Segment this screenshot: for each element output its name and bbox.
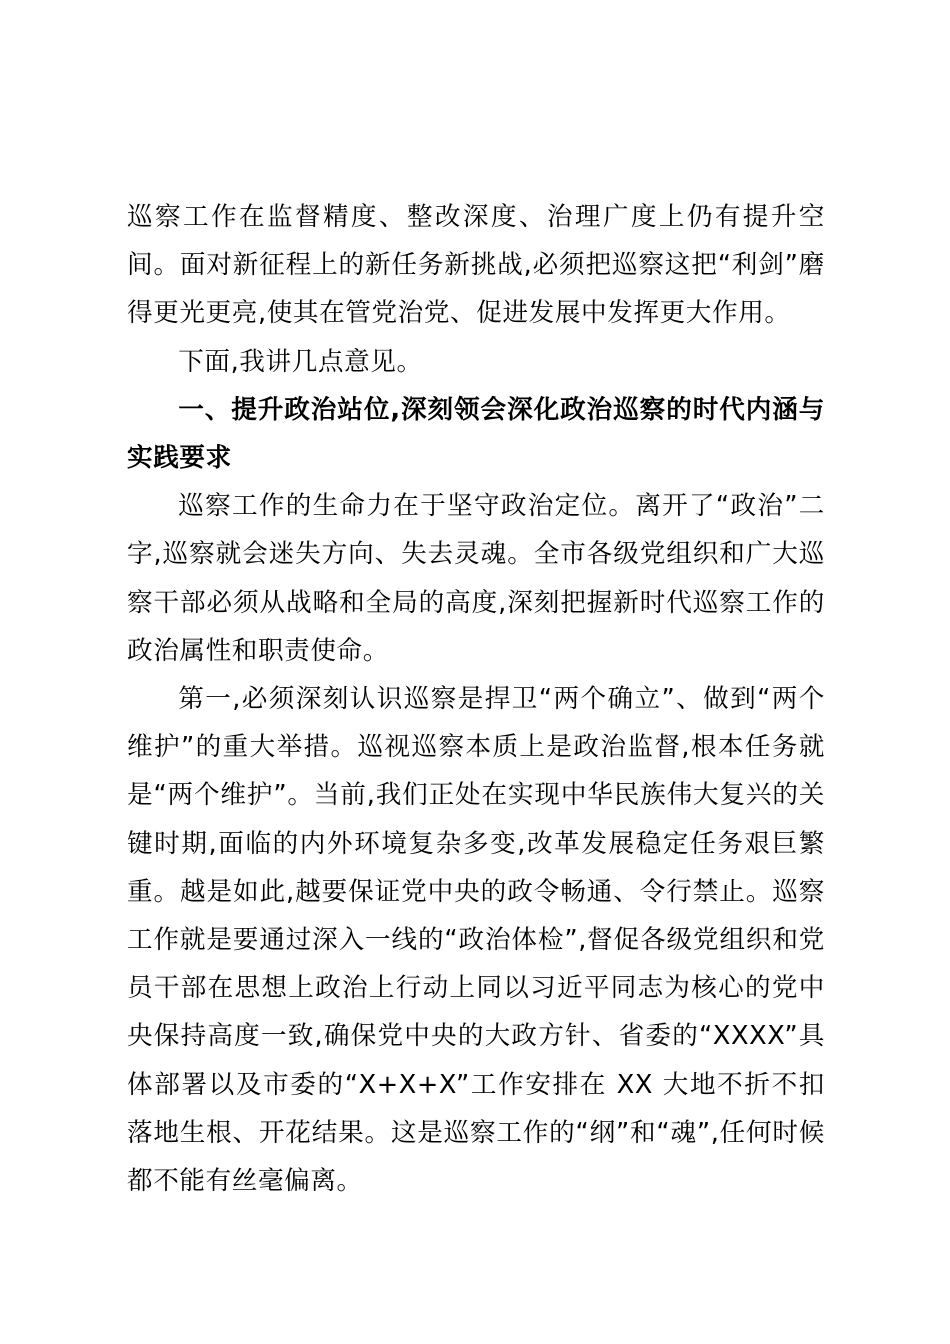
document-page [127, 193, 825, 1205]
paragraph-continuation: 巡察工作在监督精度、整改深度、治理广度上仍有提升空间。面对新征程上的新任务新挑战,必须把巡察这把“利剑”磨得更光更亮,使其在管党治党、促进发展中发挥更大作用。 [127, 202, 825, 329]
paragraph-political-positioning: 巡察工作的生命力在于坚守政治定位。离开了“政治”二字,巡察就会迷失方向、失去灵魂。全市各级党组织和广大巡察干部必须从战略和全局的高度,深刻把握新时代巡察工作的政治属性和职责使命。 [127, 491, 825, 666]
section-heading: 一、提升政治站位,深刻领会深化政治巡察的时代内涵与实践要求 [127, 394, 825, 474]
paragraph-intro: 下面,我讲几点意见。 [178, 346, 423, 377]
paragraph-first-point: 第一,必须深刻认识巡察是捍卫“两个确立”、做到“两个维护”的重大举措。巡视巡察本质上是政治监督,根本任务就是“两个维护”。当前,我们正处在实现中华民族伟大复兴的关键时期,面临的内外环境复杂多变,改革发展稳定任务艰巨繁重。越是如此,越要保证党中央的政令畅通、令行禁止。巡察工作就是要通过深入一线的“政治体检”,督促各级党组织和党员干部在思想上政治上行动上同以习近平同志为核心的党中央保持高度一致,确保党中央的大政方针、省委的“XXXX”具体部署以及市委的“X+X+X”工作安排在 XX 大地不折不扣落地生根、开花结果。这是巡察工作的“纲”和“魂”,任何时候都不能有丝毫偏离。 [127, 684, 825, 1197]
